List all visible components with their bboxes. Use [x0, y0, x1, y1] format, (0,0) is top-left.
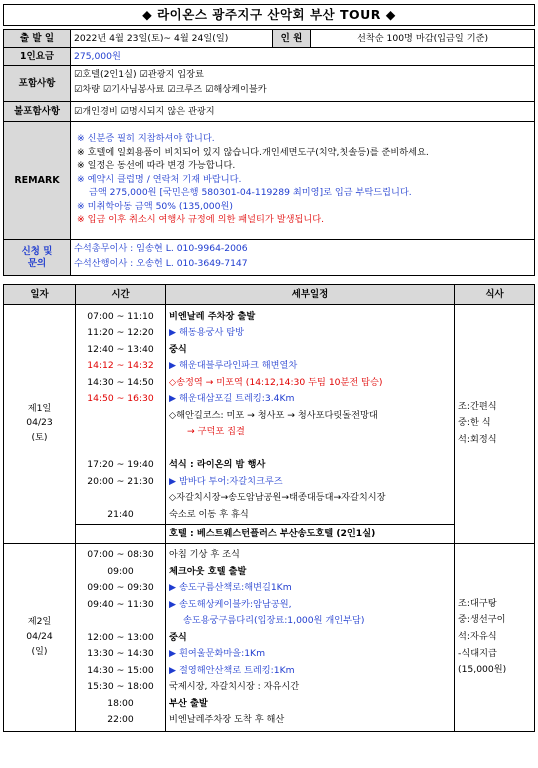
- schedule-header-time: 시간: [76, 285, 166, 305]
- remark-label: REMARK: [4, 122, 71, 240]
- detail-line: ▶ 송도구름산책로:해변길1Km: [169, 582, 292, 593]
- info-table: [3, 29, 535, 276]
- remark-line: 금액 275,000원 [국민은행 580301-04-119289 최미영]로 입금 부탁드립니다.: [89, 187, 412, 199]
- fee-value: 275,000원: [71, 48, 535, 66]
- contact-label: [4, 240, 71, 276]
- detail-line: ▶ 송도해상케이블카:암남공원,: [169, 598, 292, 610]
- excluded-value: ☑개인경비 ☑명시되지 않은 관광지: [71, 102, 535, 122]
- remark-line-text: ※ 호텔에 일회용품이 비치되어 있지 않습니다.개인세면도구(치약,칫솔등)를 준비하세요.: [77, 146, 429, 158]
- included-label: 포함사항: [4, 66, 71, 102]
- detail-line: ▶ 해동용궁사 탐방: [169, 327, 245, 338]
- people-label: 인 원: [273, 30, 311, 48]
- time-slot: [79, 490, 162, 507]
- detail-line: ▶ 해운대삼포길 트레킹:3.4Km: [169, 393, 295, 404]
- schedule-header-detail: 세부일정: [166, 285, 455, 305]
- detail-line: ▶ 흰여울문화마을:1Km: [169, 648, 266, 659]
- day2-details: [166, 543, 455, 732]
- time-slot: 13:30 ~ 14:30: [87, 648, 154, 659]
- date-label: 출 발 일: [4, 30, 71, 48]
- detail-line: ◇자갈치시장→송도암남공원→태종대등대→자갈치시장: [169, 492, 386, 503]
- remark-line: ※ 미취학아동 금액 50% (135,000원): [77, 200, 233, 212]
- date-value: 2022년 4월 23일(토)~ 4월 24일(일): [71, 30, 273, 48]
- time-slot: 14:30 ~ 15:00: [87, 664, 154, 676]
- time-slot: 12:00 ~ 13:00: [87, 631, 154, 643]
- time-slot: 14:30 ~ 14:50: [87, 376, 154, 388]
- time-slot: 18:00: [107, 697, 134, 709]
- contact-line: 수석총무이사 : 임송현 L. 010-9964-2006: [74, 242, 248, 254]
- time-slot: 17:20 ~ 19:40: [87, 459, 154, 470]
- time-slot: 07:00 ~ 11:10: [87, 310, 154, 322]
- time-slot: [79, 613, 162, 630]
- fee-label: 1인요금: [4, 48, 71, 66]
- time-slot: [79, 407, 162, 424]
- detail-line: 부산 출발: [169, 697, 208, 709]
- remark-line: ※ 입금 이후 취소시 여행사 규정에 의한 패널티가 발생됩니다.: [77, 214, 324, 226]
- contact-list: [71, 240, 535, 276]
- day1-details: [166, 305, 455, 525]
- detail-line: ◇송정역 → 미포역 (14:12,14:30 두팀 10분전 탑승): [169, 376, 383, 388]
- schedule-table: [3, 284, 535, 732]
- time-slot: 20:00 ~ 21:30: [87, 475, 154, 487]
- remark-line: ※ 신분증 필히 지참하셔야 합니다.: [77, 133, 215, 145]
- detail-line: 체크아웃 호텔 출발: [169, 565, 247, 577]
- included-line: ☑차량 ☑기사님봉사료 ☑크루즈 ☑해상케이블카: [74, 83, 267, 95]
- page-title: ◆ 라이온스 광주지구 산악회 부산 TOUR ◆: [3, 4, 535, 26]
- detail-line: ▶ 해운대블루라인파크 해변열차: [169, 360, 298, 371]
- time-slot: 15:30 ~ 18:00: [87, 681, 154, 692]
- day1-label: [4, 305, 76, 544]
- schedule-header-day: 일자: [4, 285, 76, 305]
- included-line: ☑호텔(2인1실) ☑관광지 입장료: [74, 68, 204, 80]
- detail-line: ▶ 절영해안산책로 트레킹:1Km: [169, 664, 295, 676]
- time-slot: 07:00 ~ 08:30: [87, 549, 154, 560]
- included-list: [71, 66, 535, 102]
- people-value: 선착순 100명 마감(입금일 기준): [311, 30, 535, 48]
- detail-line: → 구덕포 집결: [187, 426, 245, 437]
- day2-label: [4, 543, 76, 732]
- time-slot: 22:00: [107, 714, 134, 725]
- time-slot: [79, 440, 162, 457]
- detail-line: ▶ 밤바다 투어:자갈치크루즈: [169, 475, 283, 487]
- time-slot: 12:40 ~ 13:40: [87, 343, 154, 355]
- time-slot: 11:20 ~ 12:20: [87, 327, 154, 338]
- meal-line: 조:대구탕: [458, 597, 497, 609]
- detail-line: 비엔날레 주차장 출발: [169, 310, 256, 322]
- remark-line: [77, 147, 531, 161]
- meal-line: 조:간편식: [458, 400, 497, 412]
- day-label-line: 04/24: [26, 630, 53, 642]
- meal-line: 석:자유식: [458, 630, 497, 642]
- day-label-line: 04/23: [26, 417, 53, 429]
- day2-meals: [455, 543, 535, 732]
- remark-list: [71, 122, 535, 240]
- hotel-cell: [166, 524, 455, 543]
- meal-line: 중:한 식: [458, 417, 491, 429]
- detail-line: 숙소로 이동 후 휴식: [169, 508, 249, 520]
- time-slot: 14:12 ~ 14:32: [87, 360, 154, 371]
- detail-line: 송도용궁구름다리(입장료:1,000원 개인부담): [183, 615, 365, 626]
- day-label-line: 제2일: [27, 616, 52, 628]
- day1-meals: [455, 305, 535, 544]
- detail-line: 국제시장, 자갈치시장 : 자유시간: [169, 681, 300, 692]
- meal-line: (15,000원): [458, 664, 507, 676]
- day-label-line: (일): [31, 645, 48, 657]
- detail-line: 중식: [169, 631, 187, 643]
- detail-line: 비엔날레주차장 도착 후 해산: [169, 714, 285, 725]
- day-label-line: 제1일: [27, 402, 52, 414]
- meal-line: -식대지급: [458, 647, 497, 659]
- meal-line: 중:생선구이: [458, 614, 506, 626]
- remark-line: ※ 일정은 동선에 따라 변경 가능합니다.: [77, 160, 236, 172]
- excluded-label: 불포함사항: [4, 102, 71, 122]
- day-label-line: (토): [31, 432, 48, 444]
- detail-line: [169, 440, 451, 457]
- remark-line: ※ 예약시 클럽명 / 연락처 기재 바랍니다.: [77, 173, 242, 185]
- time-slot: 21:40: [107, 508, 134, 520]
- time-slot: 09:40 ~ 11:30: [87, 598, 154, 610]
- day1-times: [76, 305, 166, 525]
- detail-line: 중식: [169, 343, 187, 355]
- day2-times: [76, 543, 166, 732]
- detail-line: 석식 : 라이온의 밤 행사: [169, 459, 266, 470]
- detail-line: ◇해안길코스: 미포 → 청사포 → 청사포다릿돌전망대: [169, 409, 378, 421]
- schedule-header-meal: 식사: [455, 285, 535, 305]
- meal-line: 석:회정식: [458, 434, 497, 446]
- time-slot: 14:50 ~ 16:30: [87, 393, 154, 404]
- hotel-time-cell: [76, 524, 166, 543]
- contact-label-line: 문의: [27, 257, 47, 269]
- hotel-info: 호텔 : 베스트웨스턴플러스 부산송도호텔 (2인1실): [169, 527, 376, 539]
- contact-label-line: 신청 및: [21, 245, 53, 257]
- contact-line: 수석산행이사 : 오송헌 L. 010-3649-7147: [74, 257, 248, 269]
- time-slot: 09:00: [107, 565, 134, 577]
- detail-line: 아침 기상 후 조식: [169, 549, 240, 560]
- time-slot: [79, 424, 162, 441]
- time-slot: 09:00 ~ 09:30: [87, 582, 154, 593]
